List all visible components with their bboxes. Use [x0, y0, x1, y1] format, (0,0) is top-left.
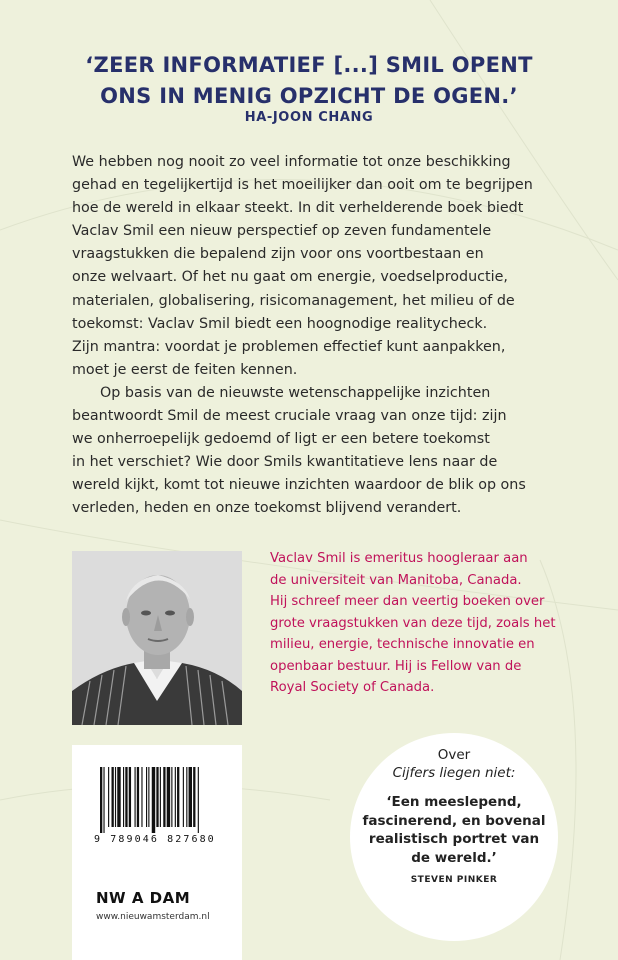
blurb-line: Vaclav Smil een nieuw perspectief op zeven fundamentele — [72, 223, 492, 240]
publisher-url: www.nieuwamsterdam.nl — [96, 912, 210, 922]
blurb-line: beantwoordt Smil de meest cruciale vraag van onze tijd: zijn — [72, 408, 507, 425]
blurb-line: wereld kijkt, komt tot nieuwe inzichten waardoor de blik op ons — [72, 477, 526, 494]
blurb-line: materialen, globalisering, risicomanagement, het milieu of de — [72, 292, 515, 309]
cover-quote — [40, 50, 578, 112]
endorsement-line: de wereld.’ — [411, 849, 497, 866]
bio-line: de universiteit van Manitoba, Canada. — [270, 572, 522, 588]
endorsement-line: ‘Een meeslepend, — [386, 794, 522, 810]
blurb-line: Zijn mantra: voordat je problemen effectief kunt aanpakken, — [72, 338, 506, 355]
bio-line: Vaclav Smil is emeritus hoogleraar aan — [270, 551, 528, 566]
barcode-icon — [72, 745, 242, 840]
blurb-line: vraagstukken die bepalend zijn voor ons voortbestaan en — [72, 246, 484, 263]
blurb-line: moet je eerst de feiten kennen. — [72, 361, 298, 378]
author-bio — [270, 548, 590, 699]
quote-line: ONS IN MENIG OPZICHT DE OGEN.’ — [100, 84, 518, 108]
blurb-line: Op basis van de nieuwste wetenschappelijke inzichten — [100, 384, 491, 401]
blurb-line: We hebben nog nooit zo veel informatie tot onze beschikking — [72, 154, 511, 170]
blurb-line: toekomst: Vaclav Smil biedt een hoognodige realitycheck. — [72, 315, 488, 332]
blurb-line: verleden, heden en onze toekomst blijvend verandert. — [72, 500, 462, 517]
bio-line: milieu, energie, technische innovatie en — [270, 637, 535, 652]
endorsement-over: Over — [437, 747, 471, 763]
quote-author: HA-JOON CHANG — [244, 110, 374, 125]
author-photo — [72, 551, 242, 725]
blurb-line: gehad en tegelijkertijd is het moeilijker dan ooit om te begrijpen — [72, 177, 533, 194]
endorsement-circle — [350, 733, 558, 941]
isbn-number: 9 789046 827680 — [94, 834, 216, 845]
endorsement-book-title: Cijfers liegen niet: — [392, 765, 516, 781]
bio-line: Hij schreef meer dan veertig boeken over — [270, 594, 545, 609]
bio-line: grote vraagstukken van deze tijd, zoals het — [270, 615, 556, 631]
endorsement-line: realistisch portret van — [368, 831, 540, 847]
bio-line: Royal Society of Canada. — [270, 680, 435, 695]
endorsement-line: fascinerend, en bovenal — [362, 812, 546, 829]
bio-line: openbaar bestuur. Hij is Fellow van de — [270, 658, 522, 674]
blurb-line: hoe de wereld in elkaar steekt. In dit verhelderende boek biedt — [72, 200, 524, 217]
endorsement-author: STEVEN PINKER — [410, 875, 498, 885]
endorsement-quote — [350, 793, 558, 867]
blurb-line: onze welvaart. Of het nu gaat om energie, voedselproductie, — [72, 269, 508, 286]
publisher-logo: NW A DAM — [96, 889, 191, 907]
blurb-text — [72, 151, 572, 521]
quote-line: ‘ZEER INFORMATIEF [...] SMIL OPENT — [85, 53, 533, 77]
blurb-line: in het verschiet? Wie door Smils kwantitatieve lens naar de — [72, 454, 498, 471]
blurb-line: we onherroepelijk gedoemd of ligt er een betere toekomst — [72, 431, 490, 448]
barcode-panel — [72, 745, 242, 960]
